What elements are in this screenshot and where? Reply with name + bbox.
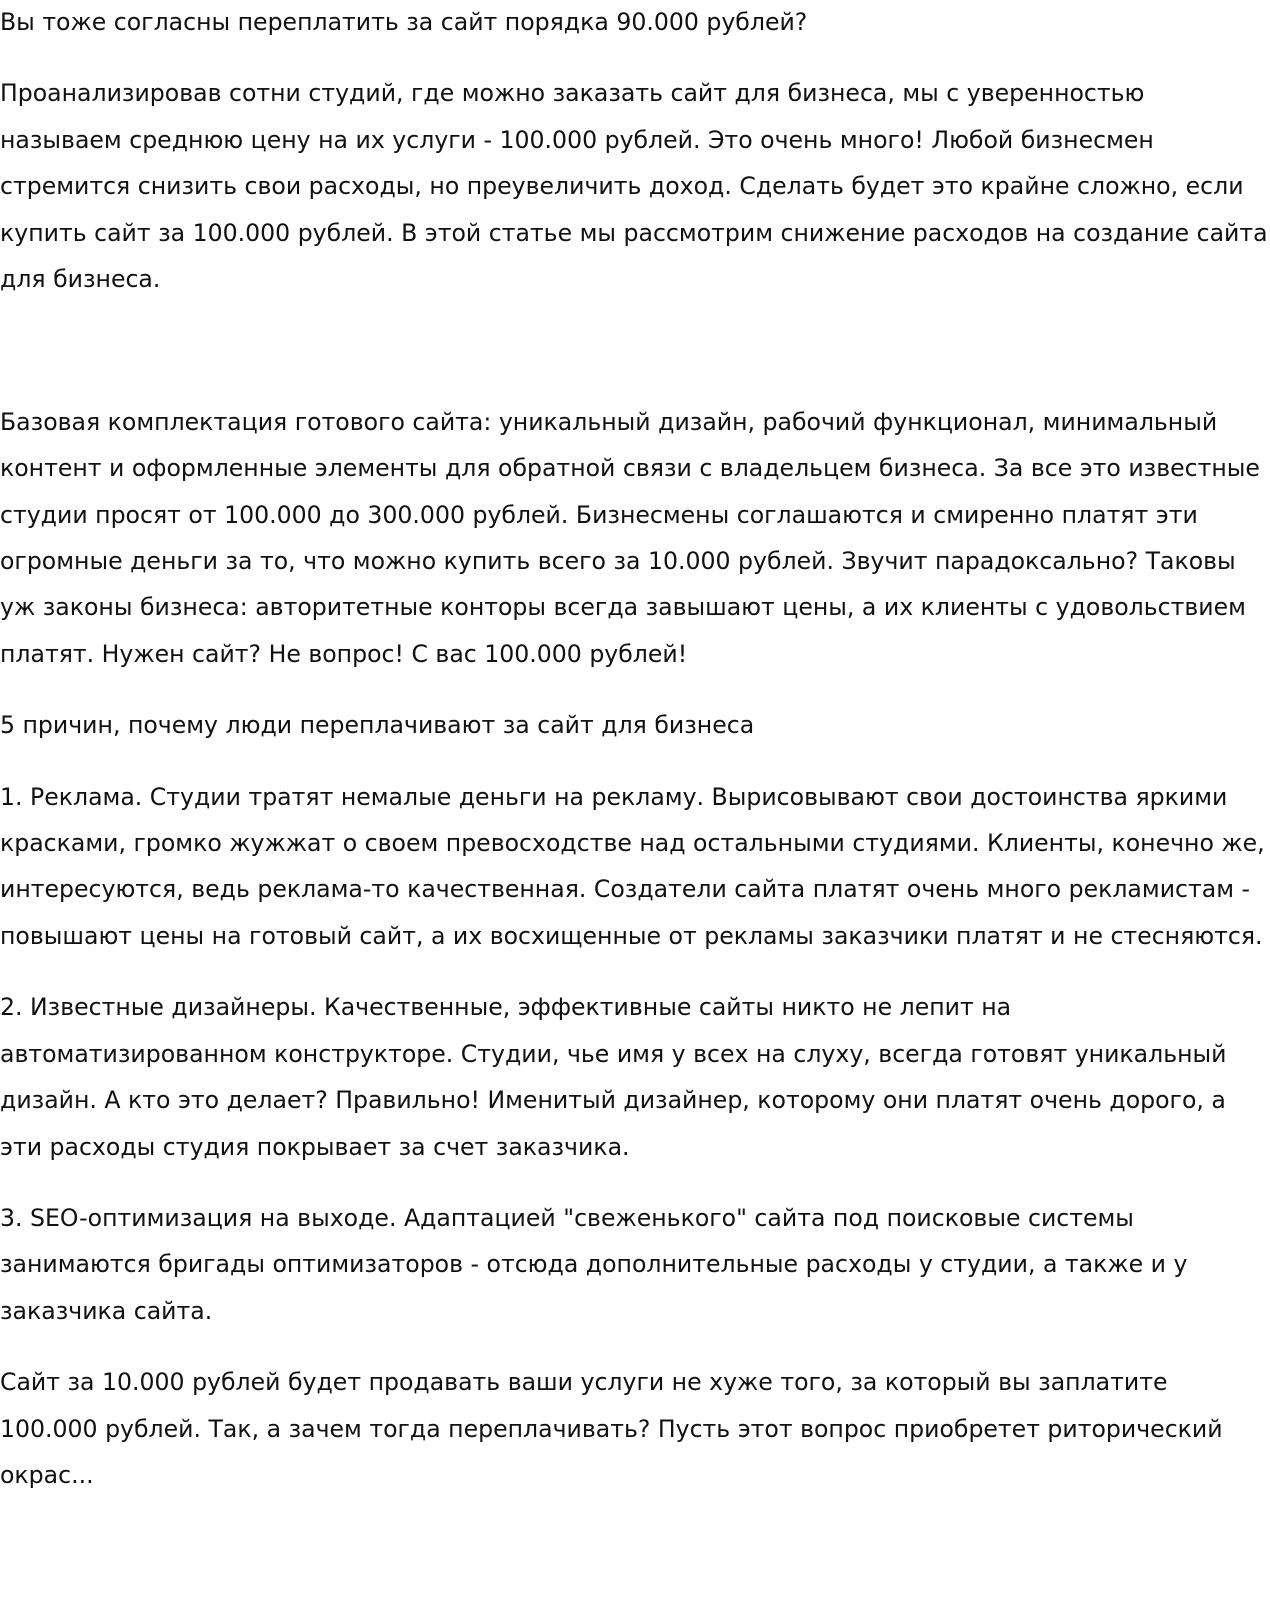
conclusion-paragraph: Сайт за 10.000 рублей будет продавать ваши услуги не хуже того, за который вы заплатите 100.000 рублей. Так, а зачем тогда переплачивать? Пусть этот вопрос приобретет риторический окрас...	[0, 1368, 1223, 1489]
intro-question: Вы тоже согласны переплатить за сайт порядка 90.000 рублей?	[0, 8, 808, 36]
reason-advertising: 1. Реклама. Студии тратят немалые деньги на рекламу. Вырисовывают свои достоинства яркими красками, громко жужжат о своем превосходстве над остальными студиями. Клиенты, конечно же, интересуются, ведь реклама-то качественная. Создатели сайта платят очень много рекламистам - повышают цены на готовый сайт, а их восхищенные от рекламы заказчики платят и не стесняются.	[0, 782, 1265, 950]
paragraph-basic-package: Базовая комплектация готового сайта: уникальный дизайн, рабочий функционал, минимальный контент и оформленные элементы для обратной связи с владельцем бизнеса. За все это известные студии просят от 100.000 до 300.000 рублей. Бизнесмены соглашаются и смиренно платят эти огромные деньги за то, что можно купить всего за 10.000 рублей. Звучит парадоксально? Таковы уж законы бизнеса: авторитетные конторы всегда завышают цены, а их клиенты с удовольствием платят. Нужен сайт? Не вопрос! С вас 100.000 рублей!	[0, 407, 1260, 668]
reasons-heading: 5 причин, почему люди переплачивают за сайт для бизнеса	[0, 711, 755, 740]
paragraph-analysis: Проанализировав сотни студий, где можно заказать сайт для бизнеса, мы с уверенностью называем среднюю цену на их услуги - 100.000 рублей. Это очень много! Любой бизнесмен стремится снизить свои расходы, но преувеличить доход. Сделать будет это крайне сложно, если купить сайт за 100.000 рублей. В этой статье мы рассмотрим снижение расходов на создание сайта для бизнеса.	[0, 79, 1268, 294]
reason-designers: 2. Известные дизайнеры. Качественные, эффективные сайты никто не лепит на автоматизированном конструкторе. Студии, чье имя у всех на слуху, всегда готовят уникальный дизайн. А кто это делает? Правильно! Именитый дизайнер, которому они платят очень дорого, а эти расходы студия покрывает за счет заказчика.	[0, 993, 1227, 1161]
reason-seo: 3. SEO-оптимизация на выходе. Адаптацией "свеженького" сайта под поисковые системы занимаются бригады оптимизаторов - отсюда дополнительные расходы у студии, а также и у заказчика сайта.	[0, 1203, 1188, 1325]
empty-line-spacer	[0, 327, 1270, 373]
